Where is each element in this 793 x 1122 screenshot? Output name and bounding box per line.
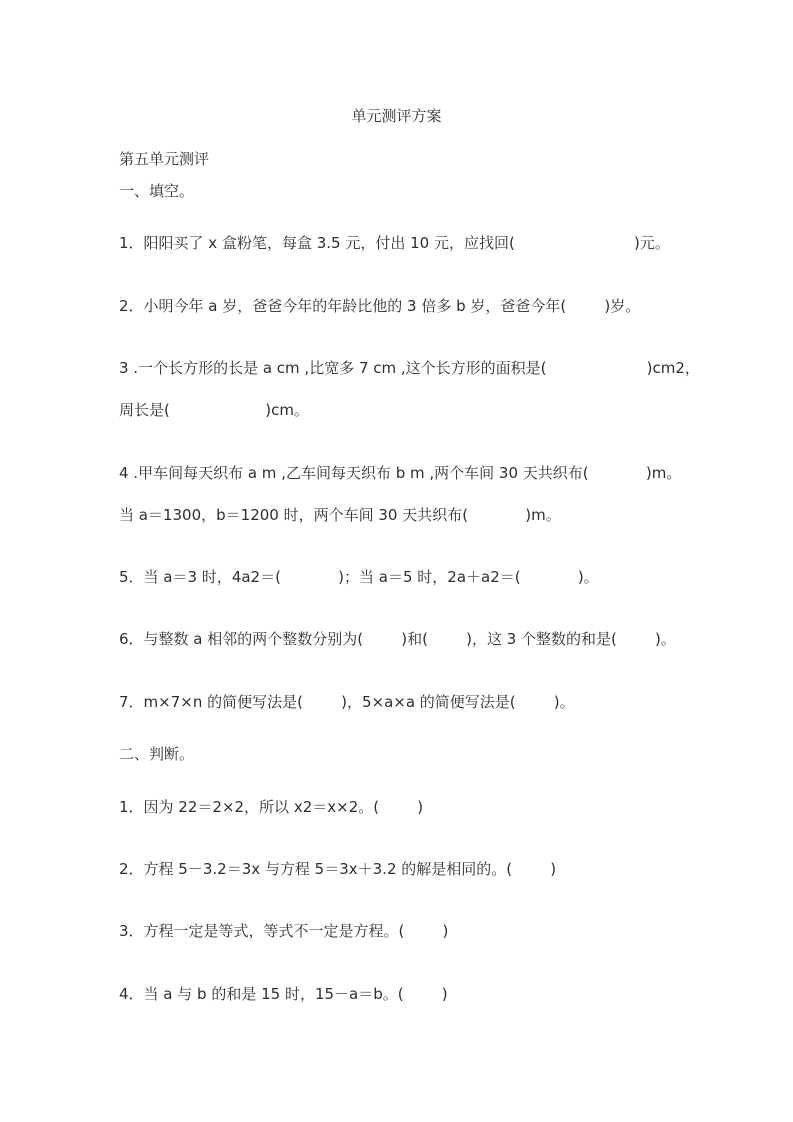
fill-question-3: 3 .一个长方形的长是 a cm ,比宽多 7 cm ,这个长方形的面积是( )cm2， bbox=[119, 359, 700, 377]
fill-question-5: 5．当 a＝3 时，4a2＝( )；当 a＝5 时，2a＋a2＝( )。 bbox=[119, 568, 599, 586]
fill-question-6: 6．与整数 a 相邻的两个整数分别为( )和( )，这 3 个整数的和是( )。 bbox=[119, 630, 676, 648]
document-title: 单元测评方案 bbox=[351, 107, 442, 125]
judge-question-4: 4．当 a 与 b 的和是 15 时，15－a＝b。( ) bbox=[119, 985, 448, 1003]
fill-question-7: 7．m×7×n 的简便写法是( )，5×a×a 的简便写法是( )。 bbox=[119, 693, 575, 711]
section-heading-judge: 二、判断。 bbox=[119, 745, 195, 763]
judge-question-2: 2．方程 5－3.2＝3x 与方程 5＝3x＋3.2 的解是相同的。( ) bbox=[119, 860, 557, 878]
unit-title: 第五单元测评 bbox=[119, 150, 210, 168]
judge-question-3: 3．方程一定是等式，等式不一定是方程。( ) bbox=[119, 922, 449, 940]
fill-question-1: 1．阳阳买了 x 盒粉笔，每盒 3.5 元，付出 10 元，应找回( )元。 bbox=[119, 234, 670, 252]
fill-question-4: 4 .甲车间每天织布 a m ,乙车间每天织布 b m ,两个车间 30 天共织布( )m。 bbox=[119, 464, 682, 482]
fill-question-3-cont: 周长是( )cm。 bbox=[119, 401, 309, 419]
judge-question-1: 1．因为 22＝2×2，所以 x2＝x×2。( ) bbox=[119, 798, 424, 816]
section-heading-fill-blank: 一、填空。 bbox=[119, 182, 195, 200]
fill-question-4-cont: 当 a＝1300，b＝1200 时，两个车间 30 天共织布( )m。 bbox=[119, 506, 561, 524]
fill-question-2: 2．小明今年 a 岁，爸爸今年的年龄比他的 3 倍多 b 岁，爸爸今年( )岁。 bbox=[119, 297, 641, 315]
